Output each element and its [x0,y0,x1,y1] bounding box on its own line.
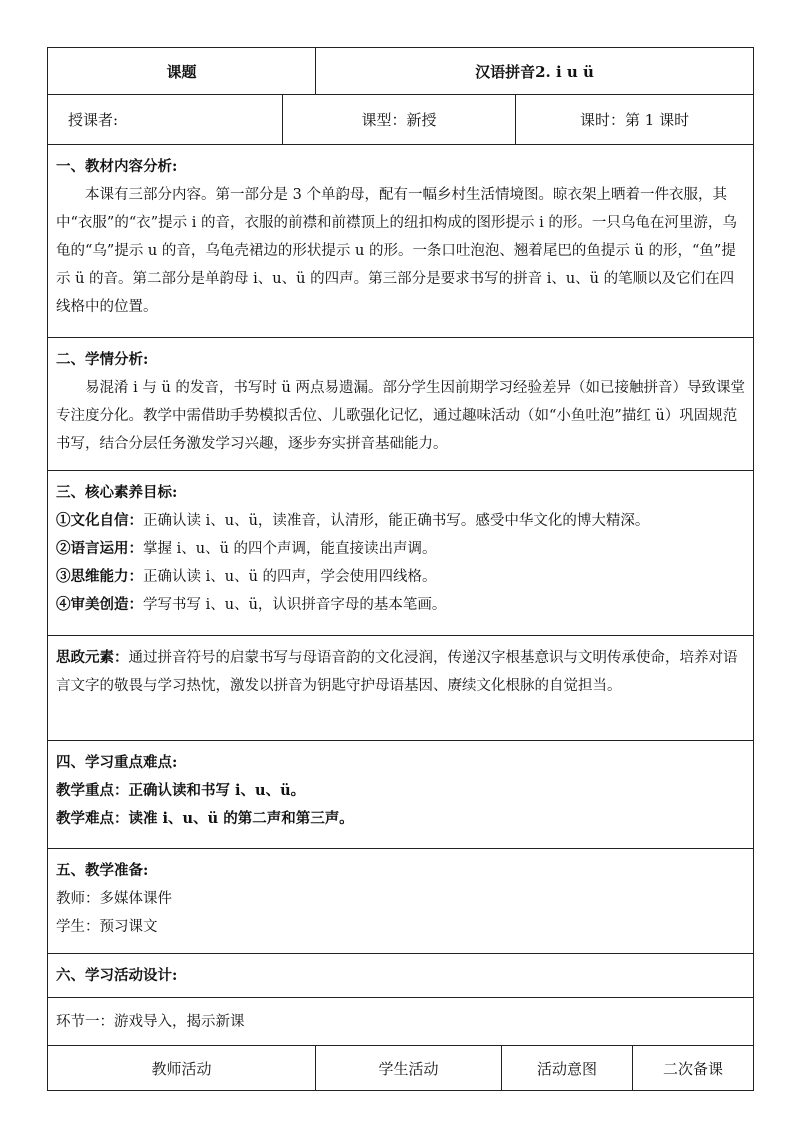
activity-header: 学生活动 [316,1046,502,1091]
goal-text: 正确认读 i、u、ü，读准音，认清形，能正确书写。感受中华文化的博大精深。 [143,513,650,529]
section1-row [48,145,754,338]
sizheng-text: 通过拼音符号的启蒙书写与母语音韵的文化浸润，传递汉字根基意识与文明传承使命，培养对语言文字的敬畏与学习热忱，激发以拼音为钥匙守护母语基因、赓续文化根脉的自觉担当。 [56,650,738,694]
activity-header-row [48,1046,754,1091]
student-prep: 学生：预习课文 [56,919,158,935]
goal-item [56,535,745,563]
section3-title: 三、核心素养目标: [56,484,178,501]
goal-label: ③思维能力： [56,568,143,585]
section2-row [48,338,754,471]
difficult-point: 教学难点：读准 i、u、ü 的第二声和第三声。 [56,810,354,827]
sizheng-para [56,644,745,700]
key-point: 教学重点：正确认读和书写 i、u、ü。 [56,782,306,799]
goal-label: ②语言运用： [56,540,143,557]
activity-header: 教师活动 [48,1046,316,1091]
lesson-hours-cell: 课时：第 1 课时 [516,95,754,145]
section6-title: 六、学习活动设计: [56,966,178,984]
topic-row [48,48,754,95]
section4-title: 四、学习重点难点: [56,754,178,771]
teacher-prep: 教师：多媒体课件 [56,891,172,907]
goal-text: 掌握 i、u、ü 的四个声调，能直接读出声调。 [143,541,437,557]
lesson-type-cell: 课型：新授 [283,95,516,145]
section5-row [48,849,754,954]
goal-item [56,563,745,591]
goal-text: 学写书写 i、u、ü，认识拼音字母的基本笔画。 [143,597,447,613]
goal-label: ④审美创造： [56,596,143,613]
section1-body: 本课有三部分内容。第一部分是 3 个单韵母，配有一幅乡村生活情境图。晾衣架上晒着一件衣服，其中“衣服”的“衣”提示 i 的音，衣服的前襟和前襟顶上的纽扣构成的图形提示 i 的形。一只乌龟在河里游，乌龟的“乌”提示 u 的音，乌龟壳裙边的形状提示 u 的形。一条口吐泡泡、翘着尾巴的鱼提示 ü 的形，“鱼”提示 ü 的音。第二部分是单韵母 i、u、ü 的四声。第三部分是要求书写的拼音 i、u、ü 的笔顺以及它们在四线格中的位置。 [56,187,737,315]
sizheng-row [48,636,754,741]
topic-value: 汉语拼音2. i u ü [316,48,754,95]
activity-header: 二次备课 [633,1046,754,1091]
section5-title: 五、教学准备: [56,862,149,879]
lesson-plan-page [47,47,753,1091]
section6-row [48,954,754,998]
section2-body: 易混淆 i 与 ü 的发音，书写时 ü 两点易遗漏。部分学生因前期学习经验差异（如已接触拼音）导致课堂专注度分化。教学中需借助手势模拟舌位、儿歌强化记忆，通过趣味活动（如“小鱼吐泡”描红 ü）巩固规范书写，结合分层任务激发学习兴趣，逐步夯实拼音基础能力。 [56,380,745,452]
section3-row [48,471,754,636]
goal-text: 正确认读 i、u、ü 的四声，学会使用四线格。 [143,569,437,585]
section1-title: 一、教材内容分析: [56,158,178,175]
section2-title: 二、学情分析: [56,351,149,368]
goal-label: ①文化自信： [56,512,143,529]
step-row [48,998,754,1046]
activity-header: 活动意图 [502,1046,633,1091]
lesson-plan-table [47,47,754,1046]
section4-row [48,741,754,849]
goal-item [56,591,745,619]
goal-item [56,507,745,535]
activity-table [47,1045,754,1091]
sizheng-label: 思政元素： [56,649,129,666]
info-row [48,95,754,145]
step-title: 环节一：游戏导入，揭示新课 [56,1013,245,1030]
topic-label: 课题 [48,48,316,95]
teacher-cell: 授课者: [48,95,283,145]
